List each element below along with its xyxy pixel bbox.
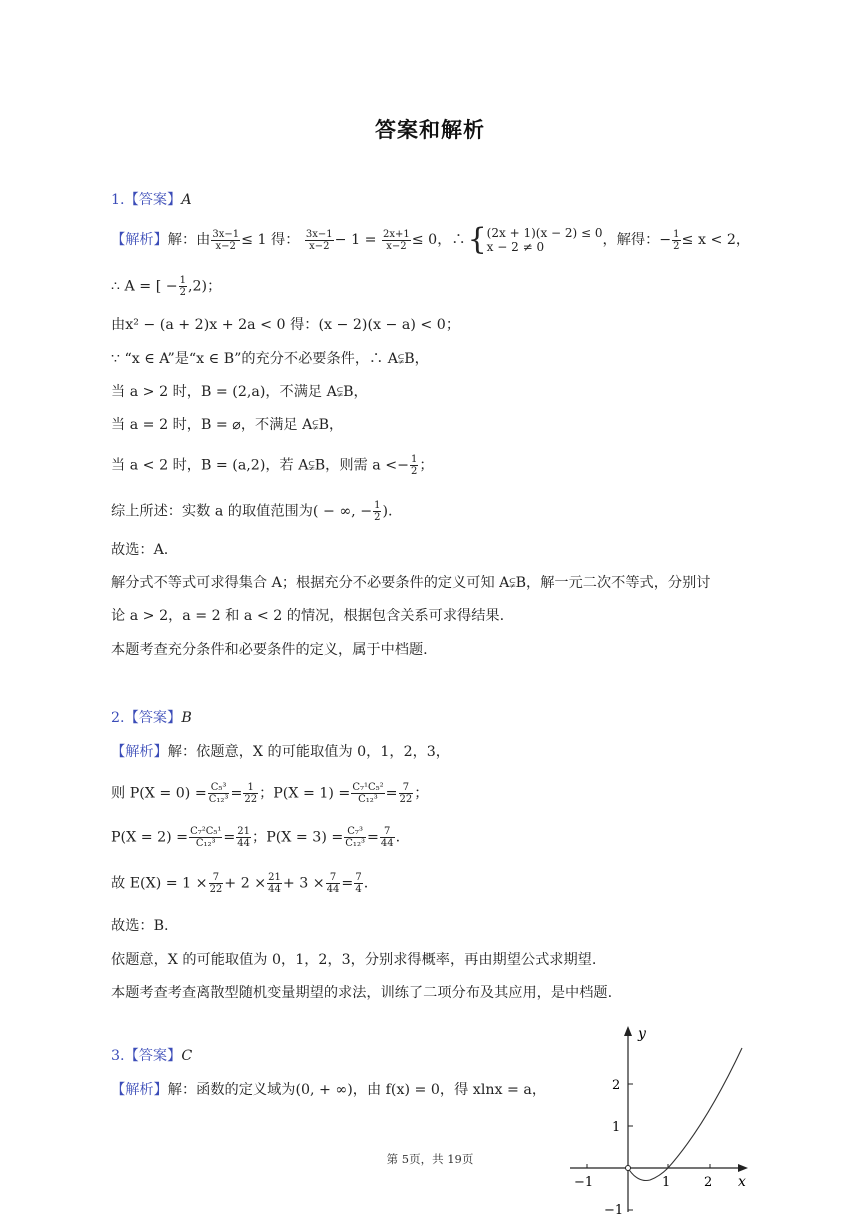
numerator: 2x+1	[383, 228, 410, 240]
denominator: 2	[673, 240, 680, 252]
q1-line-7	[111, 454, 434, 477]
text: ；	[419, 457, 434, 474]
denominator: C₁₂³	[208, 794, 229, 805]
q1-line-10: 解分式不等式可求得集合 A；根据充分不必要条件的定义可知 A⫋B，解一元二次不等式，分别讨	[111, 575, 711, 591]
denominator: C₁₂³	[358, 794, 378, 805]
text: =	[341, 875, 354, 892]
q2-answer-tag: 【答案】	[124, 710, 182, 726]
q2-line-2	[111, 782, 428, 805]
numerator: C₅³	[208, 782, 230, 794]
fraction	[236, 826, 251, 849]
y-axis-label: y	[638, 1026, 646, 1042]
page-footer: 第 5页，共 19页	[386, 1152, 474, 1166]
q1-number: 1.	[111, 192, 125, 208]
fraction	[410, 454, 418, 477]
denominator: 44	[380, 838, 394, 849]
text: + 2 ×	[224, 875, 267, 892]
text: 解：依题意，X 的可能取值为 0，1，2，3，	[167, 744, 450, 760]
fraction	[267, 872, 282, 895]
text: =	[230, 785, 243, 802]
numerator: 3x−1	[305, 228, 333, 240]
q1-line-5: 当 a > 2 时，B = (2,a)，不满足 A⫋B，	[111, 384, 368, 400]
text: ；P(X = 3) =	[252, 829, 344, 846]
q2-jiexi-tag: 【解析】	[111, 744, 168, 760]
x-tick-label-1: 1	[662, 1175, 671, 1190]
text: 当 a < 2 时，B = (a,2)，若 A⫋B，则需 a <−	[111, 457, 409, 474]
numerator: 7	[380, 826, 395, 838]
q1-jiexi-tag: 【解析】	[111, 232, 168, 248]
function-graph	[560, 1020, 760, 1216]
q2-line-5: 故选：B.	[111, 918, 169, 934]
q1-line-4: ∵ “x ∈ A”是“x ∈ B”的充分不必要条件，∴ A⫋B，	[111, 351, 429, 367]
q1-line-12: 本题考查充分条件和必要条件的定义，属于中档题.	[111, 642, 428, 658]
q2-line-6: 依题意，X 的可能取值为 0，1，2，3，分别求得概率，再由期望公式求期望.	[111, 952, 597, 968]
q1-line-11: 论 a > 2，a = 2 和 a < 2 的情况，根据包含关系可求得结果.	[111, 608, 505, 624]
brace-glyph: {	[467, 222, 487, 257]
fraction	[351, 782, 384, 805]
fraction	[211, 229, 240, 252]
brace-row-1: (2x + 1)(x − 2) ≤ 0	[486, 226, 603, 240]
text: + 3 ×	[282, 875, 325, 892]
fraction	[326, 872, 341, 895]
text: P(X = 2) =	[111, 829, 189, 846]
text: 解：函数的定义域为(0, + ∞)，由 f(x) = 0，得 xlnx = a，	[167, 1082, 547, 1098]
numerator: 21	[268, 872, 281, 883]
fraction	[672, 229, 680, 252]
text: ；P(X = 1) =	[259, 785, 351, 802]
q3-answer: C	[181, 1048, 193, 1064]
numerator: 7	[326, 872, 341, 884]
denominator: 22	[399, 794, 413, 805]
numerator: 1	[179, 275, 186, 286]
denominator: 2	[179, 287, 186, 298]
denominator: 22	[244, 794, 258, 805]
q2-line-3	[111, 826, 400, 849]
text: ≤ 0，∴	[411, 232, 466, 248]
fraction	[189, 826, 222, 849]
numerator: 1	[374, 500, 381, 511]
denominator: C₁₂³	[195, 838, 216, 849]
y-tick-label-neg1: −1	[604, 1203, 624, 1216]
text: ,2)；	[188, 278, 222, 295]
fraction	[399, 782, 414, 805]
denominator: 44	[268, 884, 281, 895]
text: − 1 =	[334, 232, 377, 248]
y-tick-label-1: 1	[612, 1120, 621, 1135]
numerator: C₇¹C₅²	[352, 782, 384, 793]
q1-line-2	[111, 275, 221, 298]
numerator: 1	[673, 228, 680, 240]
denominator: 22	[209, 884, 223, 895]
denominator: 2	[374, 512, 381, 523]
fraction	[179, 275, 187, 298]
numerator: 21	[237, 826, 251, 837]
x-tick-label-neg1: −1	[574, 1175, 594, 1190]
q1-line-8	[111, 500, 393, 523]
text: 则 P(X = 0) =	[111, 785, 207, 802]
fraction	[354, 872, 362, 895]
text: 综上所述：实数 a 的取值范围为( − ∞, −	[111, 503, 373, 520]
text: ，解得：−	[602, 232, 672, 248]
denominator: x−2	[386, 240, 407, 252]
numerator: 7	[355, 872, 362, 883]
q2-line-7: 本题考查考查离散型随机变量期望的求法，训练了二项分布及其应用，是中档题.	[111, 985, 613, 1001]
denominator: x−2	[309, 240, 330, 252]
text: ∴ A = [ −	[111, 278, 178, 295]
text: ).	[382, 503, 393, 520]
q2-line-4	[111, 872, 368, 895]
text: .	[363, 875, 369, 892]
q2-line-1	[111, 742, 450, 762]
denominator: 44	[237, 838, 251, 849]
y-axis-arrow	[624, 1026, 632, 1036]
numerator: 7	[209, 872, 224, 884]
denominator: 44	[326, 884, 340, 895]
text: ≤ 1 得：	[241, 232, 300, 248]
page-title: 答案和解析	[375, 118, 485, 142]
text: =	[223, 829, 236, 846]
x-axis-label: x	[738, 1174, 746, 1190]
denominator: 4	[355, 884, 362, 895]
x-tick-label-2: 2	[704, 1175, 713, 1190]
q1-line-6: 当 a = 2 时，B = ⌀，不满足 A⫋B，	[111, 417, 344, 433]
q1-header	[111, 190, 192, 210]
text: .	[395, 829, 401, 846]
q3-jiexi-tag: 【解析】	[111, 1082, 168, 1098]
fraction	[344, 826, 366, 849]
q2-header	[111, 708, 192, 728]
denominator: x−2	[215, 240, 236, 252]
brace-row-2: x − 2 ≠ 0	[486, 240, 545, 254]
q1-line-3: 由x² − (a + 2)x + 2a < 0 得：(x − 2)(x − a) < 0；	[111, 317, 461, 333]
q2-answer: B	[181, 710, 192, 726]
fraction	[243, 782, 258, 805]
numerator: 1	[411, 454, 418, 465]
q1-answer-tag: 【答案】	[124, 192, 182, 208]
numerator: 3x−1	[212, 228, 240, 240]
system-brace	[467, 222, 603, 257]
q1-answer: A	[181, 192, 192, 208]
numerator: 1	[243, 782, 258, 794]
fraction	[380, 826, 395, 849]
text: =	[366, 829, 379, 846]
q3-number: 3.	[111, 1048, 125, 1064]
q2-number: 2.	[111, 710, 125, 726]
denominator: 2	[411, 466, 418, 477]
text: 故 E(X) = 1 ×	[111, 875, 208, 892]
denominator: C₁₂³	[345, 838, 365, 849]
text: 解：由	[167, 232, 211, 248]
text: ；	[414, 785, 429, 802]
fraction	[208, 782, 230, 805]
text: =	[385, 785, 398, 802]
fraction	[209, 872, 224, 895]
q1-line-9: 故选：A.	[111, 542, 169, 558]
y-tick-label-2: 2	[612, 1078, 621, 1093]
q3-answer-tag: 【答案】	[124, 1048, 182, 1064]
q3-header	[111, 1046, 192, 1066]
fraction	[373, 500, 381, 523]
text: ≤ x < 2，	[681, 232, 751, 248]
numerator: C₇²C₅¹	[190, 826, 222, 837]
numerator: C₇³	[344, 826, 366, 838]
q1-line-1	[111, 222, 751, 257]
fraction	[382, 229, 411, 252]
q3-line-1	[111, 1080, 546, 1100]
numerator: 7	[399, 782, 414, 794]
fraction	[305, 229, 334, 252]
